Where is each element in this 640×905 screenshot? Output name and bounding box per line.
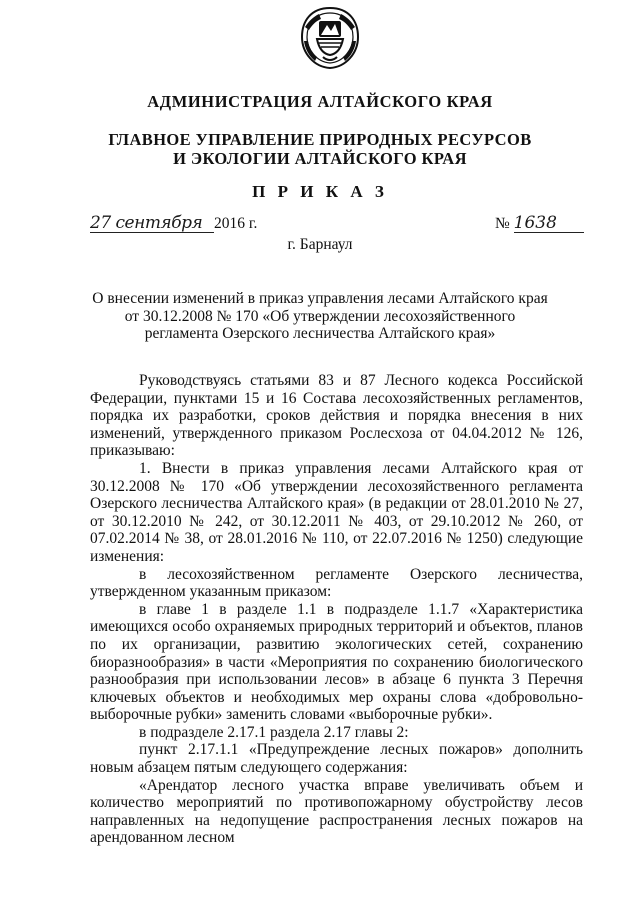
body-paragraph-regulation: в лесохозяйственном регламенте Озерского лесничества, утвержденном указанным приказом: — [90, 565, 583, 601]
handwritten-date: 27 сентября — [90, 214, 214, 233]
body-paragraph-subsection: в подразделе 2.17.1 раздела 2.17 главы 2: — [139, 723, 409, 741]
document-number — [495, 214, 584, 233]
organization-name: АДМИНИСТРАЦИЯ АЛТАЙСКОГО КРАЯ — [147, 92, 493, 111]
document-body — [90, 372, 583, 847]
document-date — [90, 214, 257, 233]
body-paragraph-clause: пункт 2.17.1.1 «Предупреждение лесных пожаров» дополнить новым абзацем пятым следующего содержания: — [90, 741, 583, 777]
department-name — [0, 130, 640, 168]
date-year: 2016 г. — [214, 215, 258, 232]
title-line-3: регламента Озерского лесничества Алтайского края» — [144, 325, 496, 342]
body-paragraph-preamble: Руководствуясь статьями 83 и 87 Лесного кодекса Российской Федерации, пунктами 15 и 16 Состава лесохозяйственных регламентов, порядка их разработки, сроков действия и порядка внесения в них изменений, утвержденного приказом Рослесхоза от 04.04.2012 № 126, приказываю: — [90, 372, 583, 460]
title-line-1: О внесении изменений в приказ управления лесами Алтайского края — [92, 290, 548, 307]
document-type-heading: П Р И К А З — [252, 182, 388, 201]
body-paragraph-item-1: 1. Внести в приказ управления лесами Алтайского края от 30.12.2008 № 170 «Об утверждении лесохозяйственного регламента Озерского лесничества Алтайского края» (в редакции от 28.01.2010 № 27, от 30.12.2010 № 242, от 30.12.2011 № 403, от 29.10.2012 № 260, от 07.02.2014 № 38, от 28.01.2016 № 110, от 22.07.2016 № 1250) следующие изменения: — [90, 459, 583, 565]
title-line-2: от 30.12.2008 № 170 «Об утверждении лесохозяйственного — [124, 307, 516, 325]
city: г. Барнаул — [287, 236, 353, 253]
number-prefix: № — [495, 215, 510, 232]
coat-of-arms-emblem — [297, 5, 363, 71]
department-line-1: ГЛАВНОЕ УПРАВЛЕНИЕ ПРИРОДНЫХ РЕСУРСОВ — [108, 130, 532, 149]
body-paragraph-chapter-1: в главе 1 в разделе 1.1 в подразделе 1.1.7 «Характеристика имеющихся особо охраняемых природных территорий и объектов, планов по их организации, развитию экологических сетей, сохранению биоразнообразия» в части «Мероприятия по сохранению биологического разнообразия при использовании лесов» в абзаце 6 пункта 3 Перечня ключевых объектов и необходимых мер охраны слова «добровольно-выборочные рубки» заменить словами «выборочные рубки». — [90, 600, 583, 724]
handwritten-number: 1638 — [514, 214, 584, 233]
body-paragraph-quote: «Арендатор лесного участка вправе увеличивать объем и количество мероприятий по противопожарному обустройству лесов направленных на недопущение распространения лесных пожаров на арендованном лесном — [90, 776, 583, 847]
document-title — [0, 290, 640, 343]
department-line-2: И ЭКОЛОГИИ АЛТАЙСКОГО КРАЯ — [173, 149, 467, 168]
